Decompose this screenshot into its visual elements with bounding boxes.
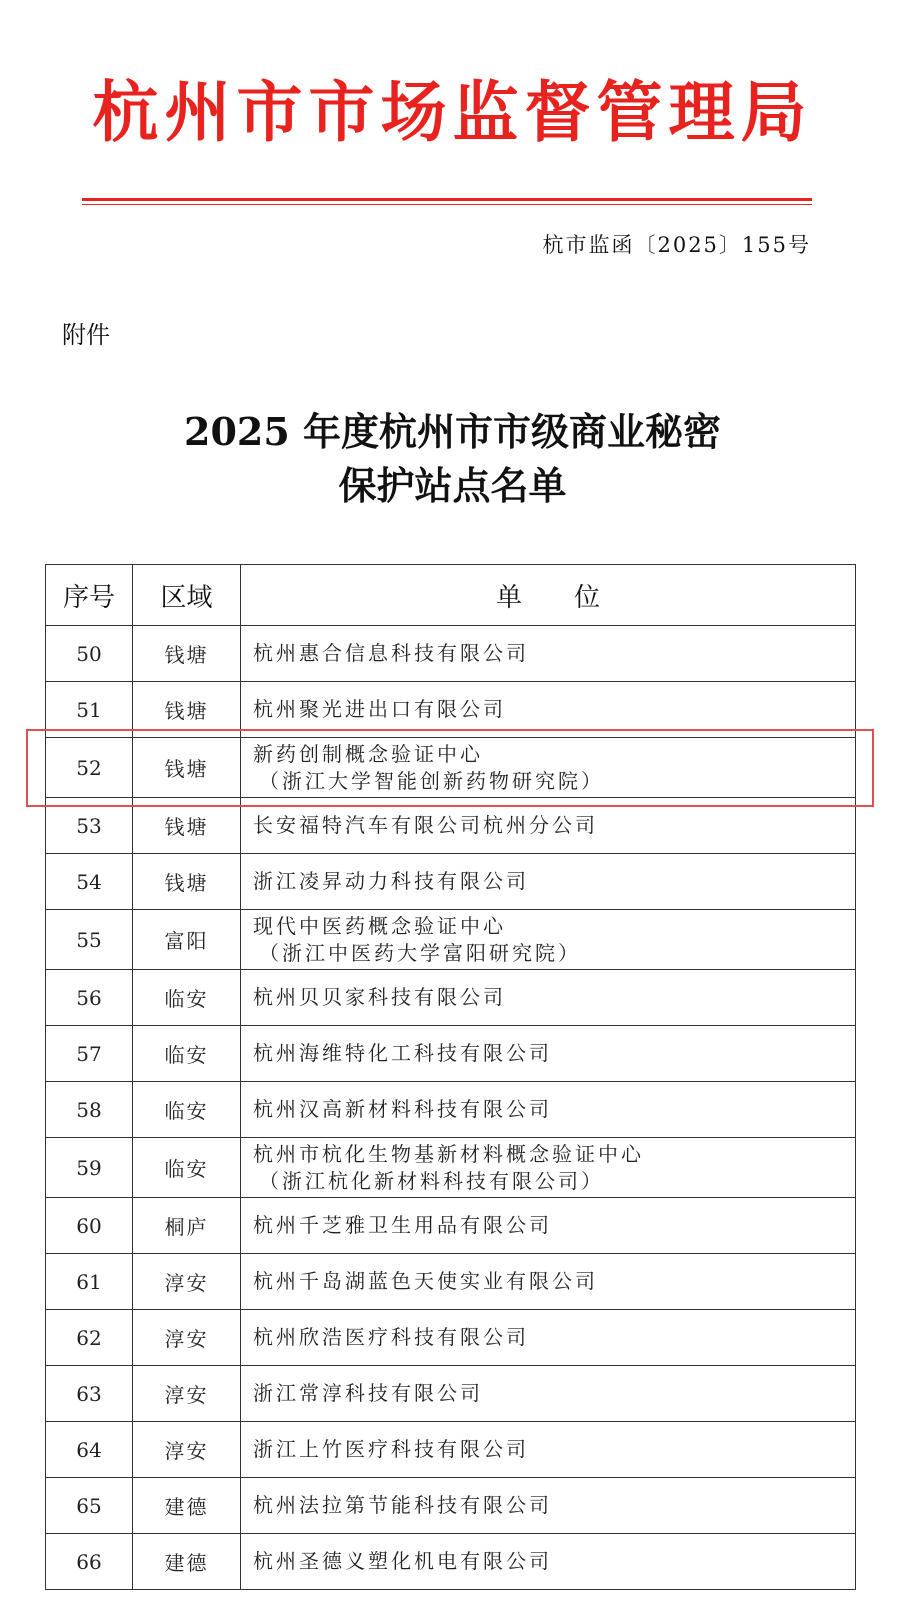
table-row: [46, 626, 856, 682]
unit-name: 浙江常淳科技有限公司: [253, 1381, 483, 1405]
table-row: [46, 1254, 856, 1310]
unit-name: 杭州惠合信息科技有限公司: [253, 641, 529, 665]
table-row: [46, 854, 856, 910]
row-serial: 59: [46, 1138, 133, 1198]
row-unit: [241, 1082, 856, 1138]
row-area: 建德: [133, 1534, 241, 1590]
unit-name: 杭州贝贝家科技有限公司: [253, 985, 506, 1009]
row-unit: [241, 1310, 856, 1366]
row-unit: [241, 626, 856, 682]
row-serial: 60: [46, 1198, 133, 1254]
table-row: [46, 1534, 856, 1590]
row-unit: [241, 1422, 856, 1478]
document-title-line1: 2025 年度杭州市市级商业秘密: [184, 409, 721, 454]
table-row: [46, 910, 856, 970]
row-serial: 62: [46, 1310, 133, 1366]
header-serial: 序号: [46, 565, 133, 626]
row-serial: 57: [46, 1026, 133, 1082]
row-unit: [241, 1366, 856, 1422]
unit-name: 杭州汉高新材料科技有限公司: [253, 1097, 552, 1121]
row-area: 钱塘: [133, 854, 241, 910]
row-serial: 64: [46, 1422, 133, 1478]
row-unit: [241, 1478, 856, 1534]
row-serial: 58: [46, 1082, 133, 1138]
row-unit: [241, 1138, 856, 1198]
row-area: 钱塘: [133, 682, 241, 738]
row-unit: [241, 854, 856, 910]
row-area: 临安: [133, 1138, 241, 1198]
unit-subname: （浙江中医药大学富阳研究院）: [259, 940, 581, 965]
red-divider-thick: [82, 198, 812, 201]
unit-subname: （浙江大学智能创新药物研究院）: [259, 768, 604, 793]
attachment-label: 附件: [62, 321, 110, 349]
row-area: 钱塘: [133, 738, 241, 798]
unit-name: 新药创制概念验证中心: [253, 741, 483, 766]
row-area: 钱塘: [133, 626, 241, 682]
unit-name: 杭州圣德义塑化机电有限公司: [253, 1549, 552, 1573]
row-area: 淳安: [133, 1366, 241, 1422]
row-serial: 56: [46, 970, 133, 1026]
row-serial: 63: [46, 1366, 133, 1422]
row-unit: [241, 970, 856, 1026]
row-serial: 66: [46, 1534, 133, 1590]
row-serial: 55: [46, 910, 133, 970]
table-row: [46, 1478, 856, 1534]
unit-name: 杭州千岛湖蓝色天使实业有限公司: [253, 1269, 598, 1293]
row-serial: 51: [46, 682, 133, 738]
row-area: 临安: [133, 1026, 241, 1082]
agency-masthead: 杭州市市场监督管理局: [92, 73, 813, 151]
document-number: 杭市监函〔2025〕155号: [542, 233, 811, 257]
row-serial: 61: [46, 1254, 133, 1310]
red-divider-thin: [82, 204, 812, 205]
unit-name: 杭州海维特化工科技有限公司: [253, 1041, 552, 1065]
header-area: 区域: [133, 565, 241, 626]
unit-name: 杭州聚光进出口有限公司: [253, 697, 506, 721]
unit-subname: （浙江杭化新材料科技有限公司）: [259, 1168, 604, 1193]
unit-name: 杭州欣浩医疗科技有限公司: [253, 1325, 529, 1349]
row-serial: 52: [46, 738, 133, 798]
row-unit: [241, 1198, 856, 1254]
unit-name: 浙江凌昇动力科技有限公司: [253, 869, 529, 893]
unit-name: 浙江上竹医疗科技有限公司: [253, 1437, 529, 1461]
row-area: 淳安: [133, 1422, 241, 1478]
row-area: 富阳: [133, 910, 241, 970]
row-unit: [241, 1026, 856, 1082]
row-area: 桐庐: [133, 1198, 241, 1254]
row-serial: 50: [46, 626, 133, 682]
unit-name: 杭州市杭化生物基新材料概念验证中心: [253, 1141, 644, 1166]
table-header-row: [46, 565, 856, 626]
table-row: [46, 1422, 856, 1478]
table-row: [46, 1026, 856, 1082]
unit-name: 现代中医药概念验证中心: [253, 913, 506, 938]
table-row: [46, 1082, 856, 1138]
row-area: 建德: [133, 1478, 241, 1534]
table-row: [46, 1366, 856, 1422]
row-unit: [241, 1254, 856, 1310]
unit-name: 杭州法拉第节能科技有限公司: [253, 1493, 552, 1517]
table-row: [46, 1138, 856, 1198]
row-area: 钱塘: [133, 798, 241, 854]
table-row: [46, 970, 856, 1026]
unit-name: 杭州千芝雅卫生用品有限公司: [253, 1213, 552, 1237]
row-area: 淳安: [133, 1254, 241, 1310]
highlight-box: [26, 729, 874, 807]
row-unit: [241, 1534, 856, 1590]
unit-name: 长安福特汽车有限公司杭州分公司: [253, 813, 598, 837]
document-title-line2: 保护站点名单: [338, 463, 567, 508]
site-list-table: [45, 564, 856, 1590]
row-unit: [241, 910, 856, 970]
row-serial: 53: [46, 798, 133, 854]
row-serial: 54: [46, 854, 133, 910]
row-area: 临安: [133, 970, 241, 1026]
row-area: 淳安: [133, 1310, 241, 1366]
row-area: 临安: [133, 1082, 241, 1138]
row-serial: 65: [46, 1478, 133, 1534]
table-row: [46, 1310, 856, 1366]
table-row: [46, 1198, 856, 1254]
header-unit: 单 位: [241, 565, 856, 626]
